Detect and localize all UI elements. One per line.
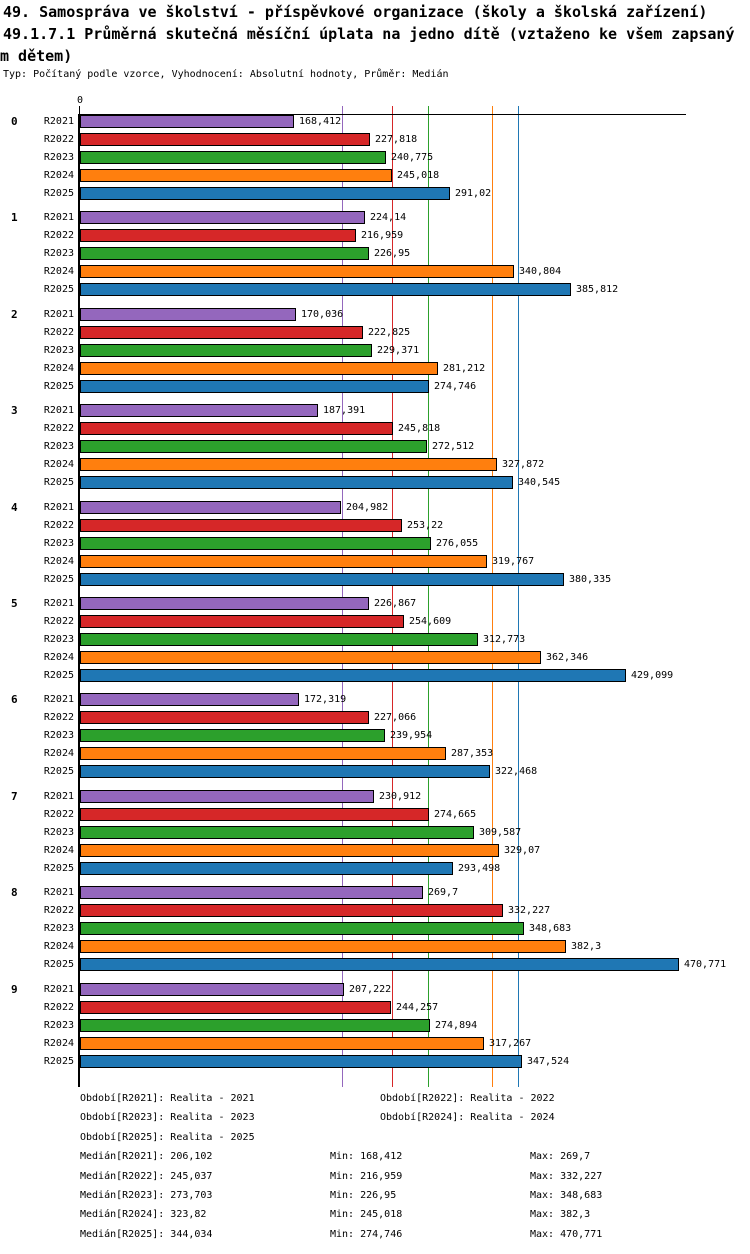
bar-series-label: R2022 (43, 327, 74, 338)
bar-value-label: 312,773 (483, 634, 526, 645)
bar-3-r2023 (80, 440, 427, 453)
bar-series-label: R2023 (43, 827, 74, 838)
bar-series-label: R2025 (43, 574, 74, 585)
bar-2-r2022 (80, 326, 363, 339)
bar-value-label: 187,391 (323, 405, 366, 416)
bar-8-r2024 (80, 940, 566, 953)
bar-series-label: R2021 (43, 502, 74, 513)
bar-8-r2023 (80, 922, 524, 935)
bar-5-r2022 (80, 615, 404, 628)
bar-5-r2025 (80, 669, 626, 682)
bar-9-r2023 (80, 1019, 430, 1032)
bar-series-label: R2024 (43, 556, 74, 567)
group-label-6: 6 (11, 693, 18, 706)
bar-8-r2025 (80, 958, 679, 971)
bar-value-label: 329,07 (504, 845, 541, 856)
bar-value-label: 172,319 (304, 694, 347, 705)
bar-7-r2024 (80, 844, 499, 857)
bar-series-label: R2025 (43, 477, 74, 488)
bar-series-label: R2025 (43, 284, 74, 295)
bar-series-label: R2021 (43, 405, 74, 416)
bar-value-label: 204,982 (346, 502, 389, 513)
bar-5-r2024 (80, 651, 541, 664)
legend-median-r2024: Medián[R2024]: 323,82 (80, 1209, 207, 1220)
bar-value-label: 382,3 (571, 941, 602, 952)
legend-min-r2024: Min: 245,018 (330, 1209, 403, 1220)
chart-subtitle-line2: m dětem) (0, 47, 73, 65)
group-label-9: 9 (11, 983, 18, 996)
legend-median-r2021: Medián[R2021]: 206,102 (80, 1151, 213, 1162)
bar-2-r2021 (80, 308, 296, 321)
bar-value-label: 229,371 (377, 345, 420, 356)
bar-value-label: 429,099 (631, 670, 674, 681)
bar-series-label: R2021 (43, 984, 74, 995)
bar-series-label: R2022 (43, 134, 74, 145)
bar-series-label: R2022 (43, 616, 74, 627)
group-label-5: 5 (11, 597, 18, 610)
bar-9-r2022 (80, 1001, 391, 1014)
legend-period-r2022: Období[R2022]: Realita - 2022 (380, 1093, 555, 1104)
bar-series-label: R2023 (43, 923, 74, 934)
bar-series-label: R2021 (43, 598, 74, 609)
bar-1-r2024 (80, 265, 514, 278)
legend-median-r2025: Medián[R2025]: 344,034 (80, 1229, 213, 1240)
bar-3-r2021 (80, 404, 318, 417)
group-label-0: 0 (11, 115, 18, 128)
bar-value-label: 332,227 (508, 905, 551, 916)
legend-min-r2023: Min: 226,95 (330, 1190, 397, 1201)
bar-series-label: R2025 (43, 863, 74, 874)
bar-6-r2021 (80, 693, 299, 706)
group-label-4: 4 (11, 501, 18, 514)
bar-8-r2021 (80, 886, 423, 899)
bar-series-label: R2025 (43, 959, 74, 970)
bar-series-label: R2024 (43, 266, 74, 277)
bar-8-r2022 (80, 904, 503, 917)
legend-min-r2022: Min: 216,959 (330, 1171, 403, 1182)
bar-series-label: R2022 (43, 520, 74, 531)
legend-min-r2021: Min: 168,412 (330, 1151, 403, 1162)
bar-1-r2022 (80, 229, 356, 242)
bar-series-label: R2021 (43, 212, 74, 223)
bar-value-label: 322,468 (495, 766, 538, 777)
bar-value-label: 239,954 (390, 730, 433, 741)
bar-series-label: R2021 (43, 309, 74, 320)
bar-7-r2021 (80, 790, 374, 803)
bar-4-r2022 (80, 519, 402, 532)
legend-period-r2021: Období[R2021]: Realita - 2021 (80, 1093, 255, 1104)
bar-series-label: R2025 (43, 381, 74, 392)
bar-series-label: R2023 (43, 152, 74, 163)
bar-9-r2024 (80, 1037, 484, 1050)
bar-value-label: 291,02 (455, 188, 492, 199)
bar-value-label: 269,7 (428, 887, 459, 898)
bar-series-label: R2025 (43, 670, 74, 681)
bar-5-r2023 (80, 633, 478, 646)
bar-value-label: 253,22 (407, 520, 444, 531)
report-title: 49. Samospráva ve školství - příspěvkové organizace (školy a školská zařízení) (3, 3, 708, 21)
bar-series-label: R2022 (43, 230, 74, 241)
bar-value-label: 274,665 (434, 809, 477, 820)
bar-series-label: R2021 (43, 116, 74, 127)
bar-series-label: R2022 (43, 809, 74, 820)
bar-2-r2023 (80, 344, 372, 357)
bar-4-r2025 (80, 573, 564, 586)
bar-value-label: 272,512 (432, 441, 475, 452)
group-label-8: 8 (11, 886, 18, 899)
bar-6-r2022 (80, 711, 369, 724)
group-label-3: 3 (11, 404, 18, 417)
bar-value-label: 340,804 (519, 266, 562, 277)
bar-value-label: 168,412 (299, 116, 342, 127)
bar-3-r2025 (80, 476, 513, 489)
bar-0-r2022 (80, 133, 370, 146)
bar-value-label: 207,222 (349, 984, 392, 995)
bar-7-r2025 (80, 862, 453, 875)
bar-value-label: 222,825 (368, 327, 411, 338)
bar-0-r2025 (80, 187, 450, 200)
bar-series-label: R2021 (43, 791, 74, 802)
bar-series-label: R2024 (43, 845, 74, 856)
bar-value-label: 380,335 (569, 574, 612, 585)
bar-series-label: R2024 (43, 459, 74, 470)
bar-value-label: 293,498 (458, 863, 501, 874)
bar-value-label: 274,746 (434, 381, 477, 392)
bar-value-label: 327,872 (502, 459, 545, 470)
bar-value-label: 287,353 (451, 748, 494, 759)
bar-value-label: 362,346 (546, 652, 589, 663)
bar-series-label: R2025 (43, 1056, 74, 1067)
bar-0-r2024 (80, 169, 392, 182)
bar-3-r2024 (80, 458, 497, 471)
bar-value-label: 224,14 (370, 212, 407, 223)
legend-max-r2024: Max: 382,3 (530, 1209, 591, 1220)
bar-series-label: R2024 (43, 1038, 74, 1049)
bar-series-label: R2023 (43, 248, 74, 259)
bar-value-label: 254,609 (409, 616, 452, 627)
bar-series-label: R2025 (43, 188, 74, 199)
bar-1-r2025 (80, 283, 571, 296)
bar-value-label: 227,818 (375, 134, 418, 145)
bar-series-label: R2022 (43, 712, 74, 723)
bar-4-r2024 (80, 555, 487, 568)
bar-series-label: R2023 (43, 345, 74, 356)
bar-series-label: R2024 (43, 941, 74, 952)
group-label-7: 7 (11, 790, 18, 803)
legend-period-r2023: Období[R2023]: Realita - 2023 (80, 1112, 255, 1123)
bar-value-label: 317,267 (489, 1038, 532, 1049)
bar-series-label: R2024 (43, 363, 74, 374)
bar-value-label: 470,771 (684, 959, 727, 970)
legend-period-r2024: Období[R2024]: Realita - 2024 (380, 1112, 555, 1123)
bar-4-r2021 (80, 501, 341, 514)
bar-series-label: R2023 (43, 441, 74, 452)
bar-value-label: 226,95 (374, 248, 411, 259)
bar-9-r2025 (80, 1055, 522, 1068)
bar-value-label: 244,257 (396, 1002, 439, 1013)
chart-subtitle-line1: 49.1.7.1 Průměrná skutečná měsíční úplata na jedno dítě (vztaženo ke všem zapsaný (3, 25, 735, 43)
bar-series-label: R2023 (43, 1020, 74, 1031)
bar-2-r2025 (80, 380, 429, 393)
bar-series-label: R2025 (43, 766, 74, 777)
bar-series-label: R2023 (43, 634, 74, 645)
bar-value-label: 385,812 (576, 284, 619, 295)
bar-5-r2021 (80, 597, 369, 610)
bar-4-r2023 (80, 537, 431, 550)
bar-value-label: 319,767 (492, 556, 535, 567)
bar-value-label: 274,894 (435, 1020, 478, 1031)
legend-period-r2025: Období[R2025]: Realita - 2025 (80, 1132, 255, 1143)
bar-series-label: R2021 (43, 694, 74, 705)
bar-0-r2021 (80, 115, 294, 128)
chart-meta: Typ: Počítaný podle vzorce, Vyhodnocení: Absolutní hodnoty, Průměr: Medián (3, 69, 449, 80)
bar-value-label: 240,775 (391, 152, 434, 163)
bar-series-label: R2022 (43, 423, 74, 434)
bar-series-label: R2024 (43, 652, 74, 663)
bar-1-r2021 (80, 211, 365, 224)
bar-6-r2023 (80, 729, 385, 742)
bar-series-label: R2021 (43, 887, 74, 898)
legend-min-r2025: Min: 274,746 (330, 1229, 403, 1240)
legend-max-r2023: Max: 348,683 (530, 1190, 603, 1201)
legend-max-r2021: Max: 269,7 (530, 1151, 591, 1162)
bar-value-label: 348,683 (529, 923, 572, 934)
bar-value-label: 340,545 (518, 477, 561, 488)
bar-series-label: R2023 (43, 730, 74, 741)
legend-median-r2023: Medián[R2023]: 273,703 (80, 1190, 213, 1201)
bar-6-r2024 (80, 747, 446, 760)
bar-9-r2021 (80, 983, 344, 996)
bar-series-label: R2022 (43, 905, 74, 916)
bar-value-label: 230,912 (379, 791, 422, 802)
bar-value-label: 309,587 (479, 827, 522, 838)
bar-value-label: 281,212 (443, 363, 486, 374)
bar-value-label: 245,018 (397, 170, 440, 181)
bar-7-r2023 (80, 826, 474, 839)
bar-2-r2024 (80, 362, 438, 375)
x-axis-origin-tick (79, 106, 80, 114)
legend-median-r2022: Medián[R2022]: 245,037 (80, 1171, 213, 1182)
bar-series-label: R2024 (43, 170, 74, 181)
bar-0-r2023 (80, 151, 386, 164)
bar-1-r2023 (80, 247, 369, 260)
bar-value-label: 347,524 (527, 1056, 570, 1067)
bar-series-label: R2024 (43, 748, 74, 759)
bar-value-label: 170,036 (301, 309, 344, 320)
x-axis-origin-label: 0 (77, 95, 84, 106)
bar-value-label: 245,818 (398, 423, 441, 434)
bar-series-label: R2023 (43, 538, 74, 549)
group-label-2: 2 (11, 308, 18, 321)
legend-max-r2022: Max: 332,227 (530, 1171, 603, 1182)
bar-7-r2022 (80, 808, 429, 821)
bar-value-label: 227,066 (374, 712, 417, 723)
bar-value-label: 226,867 (374, 598, 417, 609)
legend-max-r2025: Max: 470,771 (530, 1229, 603, 1240)
bar-value-label: 216,959 (361, 230, 404, 241)
bar-3-r2022 (80, 422, 393, 435)
group-label-1: 1 (11, 211, 18, 224)
bar-6-r2025 (80, 765, 490, 778)
bar-series-label: R2022 (43, 1002, 74, 1013)
bar-value-label: 276,055 (436, 538, 479, 549)
